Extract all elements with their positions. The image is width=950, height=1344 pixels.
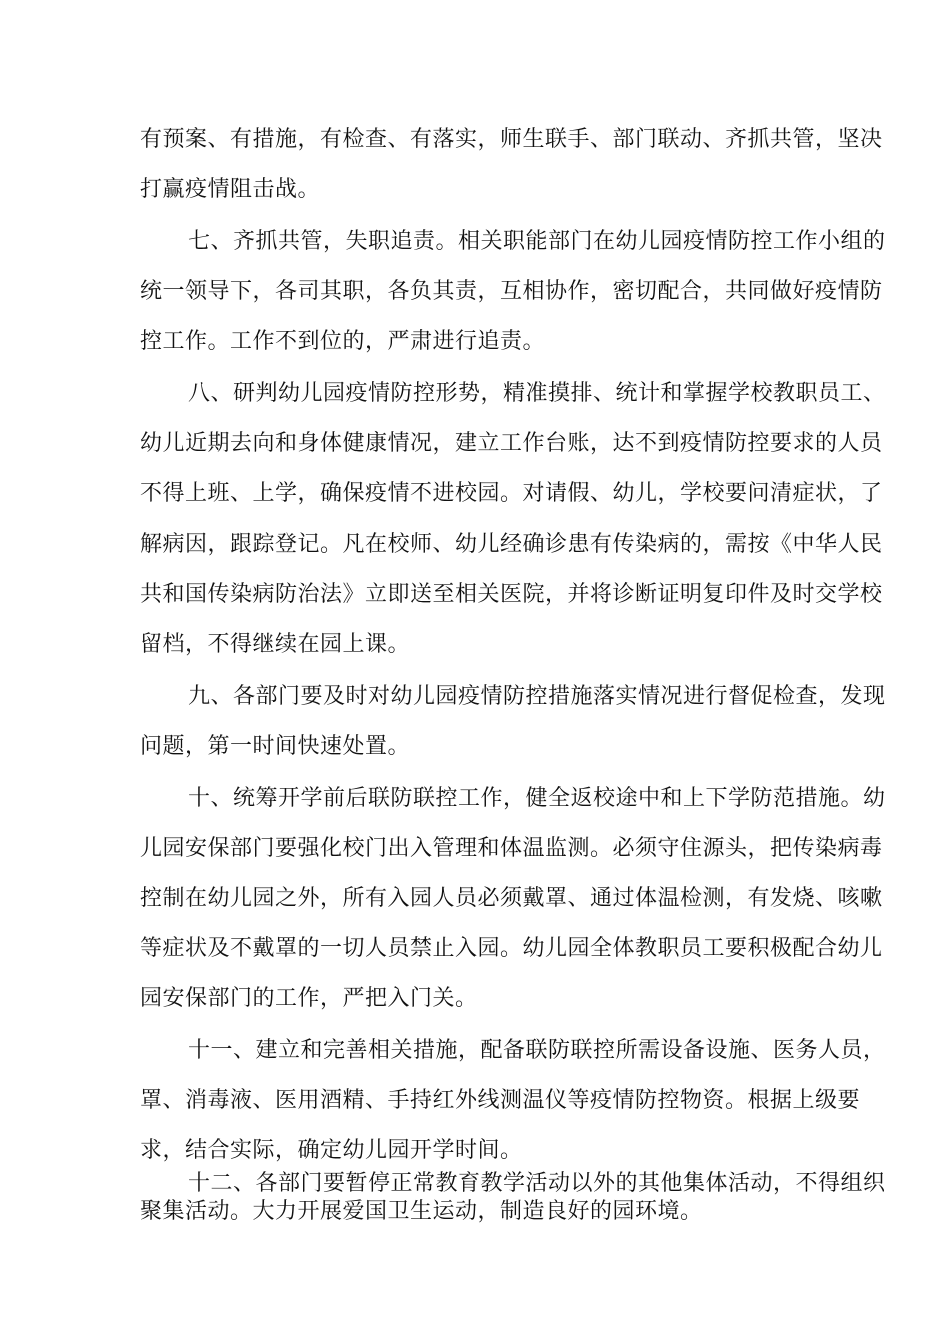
text-line-4: 统一领导下，各司其职，各负其责，互相协作，密切配合，共同做好疫情防	[140, 279, 883, 304]
text-line-15: 儿园安保部门要强化校门出入管理和体温监测。必须守住源头，把传染病毒	[140, 836, 883, 861]
text-line-20: 罩、消毒液、医用酒精、手持红外线测温仪等疫情防控物资。根据上级要	[140, 1088, 861, 1113]
text-line-8: 不得上班、上学，确保疫情不进校园。对请假、幼儿，学校要问清症状，了	[140, 481, 883, 506]
text-line-19: 十一、建立和完善相关措施，配备联防联控所需设备设施、医务人员，	[188, 1038, 886, 1063]
text-line-22: 十二、各部门要暂停正常教育教学活动以外的其他集体活动，不得组织	[188, 1171, 886, 1196]
text-line-1: 有预案、有措施，有检查、有落实，师生联手、部门联动、齐抓共管，坚决	[140, 127, 883, 152]
text-line-11: 留档，不得继续在园上课。	[140, 632, 411, 657]
text-line-17: 等症状及不戴罩的一切人员禁止入园。幼儿园全体教职员工要积极配合幼儿	[140, 936, 883, 961]
text-line-9: 解病因，跟踪登记。凡在校师、幼儿经确诊患有传染病的，需按《中华人民	[140, 532, 883, 557]
text-line-13: 问题，第一时间快速处置。	[140, 734, 411, 759]
text-line-3: 七、齐抓共管，失职追责。相关职能部门在幼儿园疫情防控工作小组的	[188, 229, 886, 254]
text-line-2: 打赢疫情阻击战。	[140, 177, 321, 202]
text-line-21: 求，结合实际，确定幼儿园开学时间。	[140, 1138, 523, 1163]
text-line-18: 园安保部门的工作，严把入门关。	[140, 986, 478, 1011]
text-line-5: 控工作。工作不到位的，严肃进行追责。	[140, 329, 546, 354]
text-line-12: 九、各部门要及时对幼儿园疫情防控措施落实情况进行督促检查，发现	[188, 684, 886, 709]
text-line-14: 十、统筹开学前后联防联控工作，健全返校途中和上下学防范措施。幼	[188, 786, 886, 811]
text-line-7: 幼儿近期去向和身体健康情况，建立工作台账，达不到疫情防控要求的人员	[140, 431, 883, 456]
text-line-16: 控制在幼儿园之外，所有入园人员必须戴罩、通过体温检测，有发烧、咳嗽	[140, 886, 883, 911]
text-line-6: 八、研判幼儿园疫情防控形势，精准摸排、统计和掌握学校教职员工、	[188, 381, 886, 406]
text-line-10: 共和国传染病防治法》立即送至相关医院，并将诊断证明复印件及时交学校	[140, 582, 883, 607]
text-line-23: 聚集活动。大力开展爱国卫生运动，制造良好的园环境。	[140, 1199, 703, 1224]
